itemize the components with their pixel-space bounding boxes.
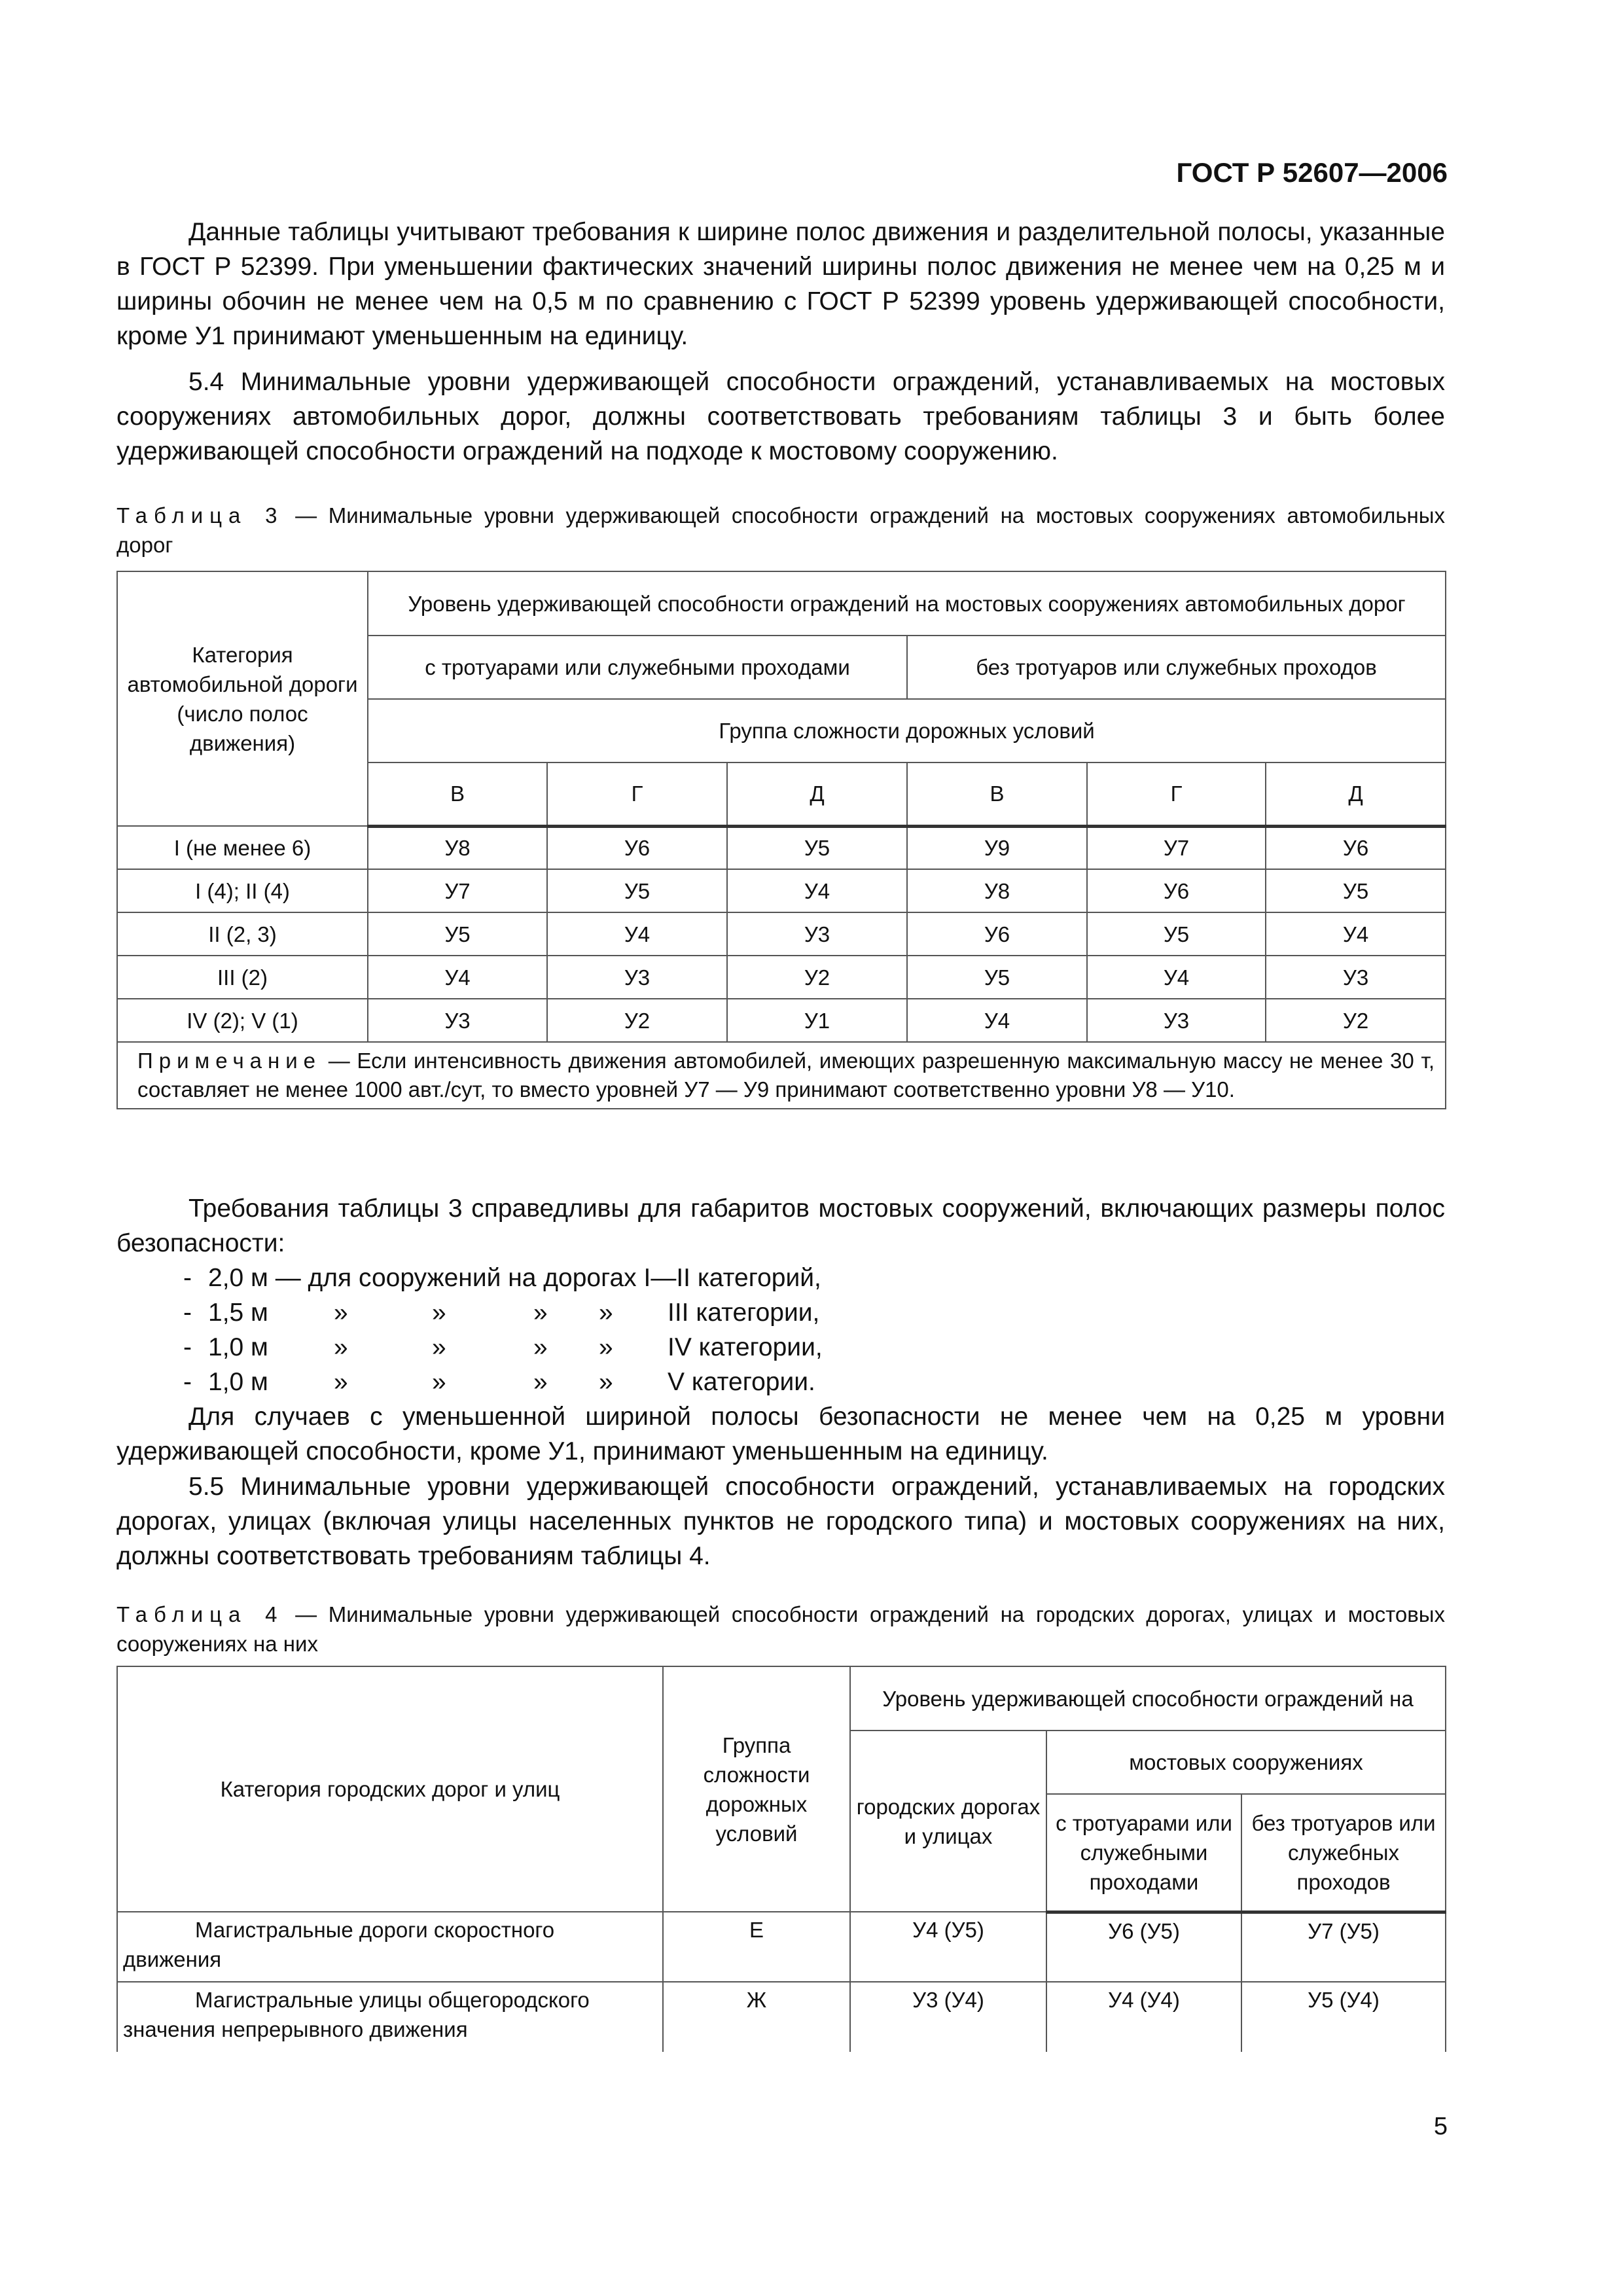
table3-cell: У8 <box>368 826 547 869</box>
table-row <box>117 956 1446 999</box>
table3-cell: У9 <box>907 826 1087 869</box>
table4-row-category: Магистральные дороги скоростного движения <box>117 1912 663 1982</box>
table3-cell: У7 <box>1087 826 1266 869</box>
ditto-mark: » <box>533 1299 548 1327</box>
table3-group-cell: В <box>368 762 547 826</box>
list-category: III категории, <box>668 1299 820 1327</box>
table3-caption-label: Таблица 3 <box>116 503 284 528</box>
table3-header-with-sidewalks: с тротуарами или служебными проходами <box>368 636 907 699</box>
table-row <box>117 1912 1446 1982</box>
table3-cell: У3 <box>368 999 547 1042</box>
list-dash: - <box>183 1264 192 1292</box>
ditto-mark: » <box>432 1368 446 1396</box>
table4-header-without-sidewalks: без тротуаров или служебных проходов <box>1241 1794 1446 1912</box>
ditto-mark: » <box>334 1368 348 1396</box>
table4-cell-without: У7 (У5) <box>1241 1912 1446 1982</box>
table-row <box>117 912 1446 956</box>
table3-header-without-sidewalks: без тротуаров или служебных проходов <box>907 636 1446 699</box>
table3-cell: У5 <box>1087 912 1266 956</box>
paragraph-5-4: 5.4 Минимальные уровни удерживающей способности ограждений, устанавливаемых на мостовых сооружениях автомобильных дорог, должны соответствовать требованиям таблицы 3 и быть более удерживающей способности ограждений на подходе к мостовому сооружению. <box>116 368 1445 465</box>
ditto-mark: » <box>599 1368 613 1396</box>
table-row <box>117 869 1446 912</box>
table-row <box>117 1982 1446 2052</box>
table3-header-level: Уровень удерживающей способности ограждений на мостовых сооружениях автомобильных дорог <box>368 571 1446 636</box>
table3-group-cell: В <box>907 762 1087 826</box>
table4-row-category: Магистральные улицы общегородского значения непрерывного движения <box>117 1982 663 2052</box>
table3-group-cell: Г <box>547 762 727 826</box>
table4-caption-label: Таблица 4 <box>116 1602 284 1626</box>
page-number: 5 <box>1433 2113 1448 2140</box>
table4-header-group: Группа сложности дорожных условий <box>663 1666 850 1912</box>
table-row <box>117 826 1446 869</box>
table3-cell: У6 <box>907 912 1087 956</box>
table3-row-category: I (не менее 6) <box>117 826 368 869</box>
table3-cell: У6 <box>1266 826 1446 869</box>
table3-cell: У4 <box>1266 912 1446 956</box>
table3-caption-text: — Минимальные уровни удерживающей способности ограждений на мостовых сооружениях автомобильных дорог <box>116 503 1445 557</box>
table3-note-text: — Если интенсивность движения автомобилей, имеющих разрешенную максимальную массу не менее 30 т, составляет не менее 1000 авт./сут, то вместо уровней У7 — У9 принимают соответственно уровни У8 — У10. <box>137 1049 1435 1102</box>
ditto-mark: » <box>533 1368 548 1396</box>
ditto-mark: » <box>599 1299 613 1327</box>
table4-header-with-sidewalks: с тротуарами или служебными проходами <box>1046 1794 1241 1912</box>
list-value: 1,0 м <box>208 1368 268 1396</box>
table3-cell: У5 <box>368 912 547 956</box>
table3-cell: У3 <box>547 956 727 999</box>
table3-cell: У8 <box>907 869 1087 912</box>
ditto-mark: » <box>432 1299 446 1327</box>
table4-cell-city: У3 (У4) <box>850 1982 1046 2052</box>
table3-cell: У7 <box>368 869 547 912</box>
list-dash: - <box>183 1299 192 1327</box>
table3-cell: У2 <box>1266 999 1446 1042</box>
table3-cell: У5 <box>547 869 727 912</box>
table3-row-category: III (2) <box>117 956 368 999</box>
table4-cell-with: У4 (У4) <box>1046 1982 1241 2052</box>
paragraph-5-5: 5.5 Минимальные уровни удерживающей способности ограждений, устанавливаемых на городских дорогах, улицах (включая улицы населенных пунктов не городского типа) и мостовых сооружениях на них, должны соответствовать требованиям таблицы 4. <box>116 1473 1445 1570</box>
table4-header-city-roads: городских дорогах и улицах <box>850 1731 1046 1912</box>
table3-cell: У5 <box>907 956 1087 999</box>
table3-cell: У4 <box>1087 956 1266 999</box>
ditto-mark: » <box>599 1333 613 1361</box>
table3-header-complexity-group: Группа сложности дорожных условий <box>368 699 1446 762</box>
table4-header-category: Категория городских дорог и улиц <box>117 1666 663 1912</box>
table3-cell: У5 <box>727 826 907 869</box>
table3-cell: У4 <box>727 869 907 912</box>
table3-caption <box>116 501 1445 560</box>
table3-cell: У4 <box>547 912 727 956</box>
table-4 <box>116 1666 1446 2052</box>
paragraph-reduced-width: Для случаев с уменьшенной шириной полосы безопасности не менее чем на 0,25 м уровни удерживающей способности, кроме У1, принимают уменьшенным на единицу. <box>116 1403 1445 1465</box>
table-3 <box>116 571 1446 1109</box>
table3-cell: У6 <box>547 826 727 869</box>
table3-cell: У3 <box>727 912 907 956</box>
table3-group-cell: Г <box>1087 762 1266 826</box>
table3-row-category: II (2, 3) <box>117 912 368 956</box>
ditto-mark: » <box>334 1299 348 1327</box>
table3-row-category: I (4); II (4) <box>117 869 368 912</box>
ditto-mark: » <box>533 1333 548 1361</box>
list-value: 1,0 м <box>208 1333 268 1361</box>
table4-caption <box>116 1600 1445 1659</box>
table3-note <box>117 1042 1446 1109</box>
list-value: 2,0 м — для сооружений на дорогах I—II категорий, <box>208 1264 821 1292</box>
table4-cell-with: У6 (У5) <box>1046 1912 1241 1982</box>
table3-note-label: Примечание <box>137 1049 322 1073</box>
table3-group-cell: Д <box>1266 762 1446 826</box>
ditto-mark: » <box>334 1333 348 1361</box>
paragraph-table3-requirements: Требования таблицы 3 справедливы для габаритов мостовых сооружений, включающих размеры полос безопасности: <box>116 1194 1445 1257</box>
table3-cell: У2 <box>727 956 907 999</box>
list-category: IV категории, <box>668 1333 823 1361</box>
table-row <box>117 999 1446 1042</box>
table4-header-level: Уровень удерживающей способности ограждений на <box>850 1666 1446 1731</box>
table3-group-cell: Д <box>727 762 907 826</box>
table4-cell-without: У5 (У4) <box>1241 1982 1446 2052</box>
table4-cell-group: Е <box>663 1912 850 1982</box>
table4-caption-text: — Минимальные уровни удерживающей способности ограждений на городских дорогах, улицах и мостовых сооружениях на них <box>116 1602 1445 1656</box>
document-header: ГОСТ Р 52607—2006 <box>1176 157 1448 188</box>
list-dash: - <box>183 1368 192 1396</box>
table3-cell: У2 <box>547 999 727 1042</box>
ditto-mark: » <box>432 1333 446 1361</box>
table3-header-category: Категория автомобильной дороги (число полос движения) <box>117 571 368 826</box>
table4-cell-city: У4 (У5) <box>850 1912 1046 1982</box>
table3-cell: У4 <box>368 956 547 999</box>
table3-cell: У6 <box>1087 869 1266 912</box>
table4-header-bridges: мостовых сооружениях <box>1046 1731 1446 1794</box>
table3-cell: У4 <box>907 999 1087 1042</box>
table3-cell: У3 <box>1087 999 1266 1042</box>
table3-cell: У3 <box>1266 956 1446 999</box>
paragraph-table-note: Данные таблицы учитывают требования к ширине полос движения и разделительной полосы, указанные в ГОСТ Р 52399. При уменьшении фактических значений ширины полос движения не менее чем на 0,25 м и ширины обочин не менее чем на 0,5 м по сравнению с ГОСТ Р 52399 уровень удерживающей способности, кроме У1 принимают уменьшенным на единицу. <box>116 218 1445 350</box>
list-value: 1,5 м <box>208 1299 268 1327</box>
list-dash: - <box>183 1333 192 1361</box>
table4-cell-group: Ж <box>663 1982 850 2052</box>
list-category: V категории. <box>668 1368 815 1396</box>
table3-cell: У5 <box>1266 869 1446 912</box>
table3-row-category: IV (2); V (1) <box>117 999 368 1042</box>
table3-cell: У1 <box>727 999 907 1042</box>
